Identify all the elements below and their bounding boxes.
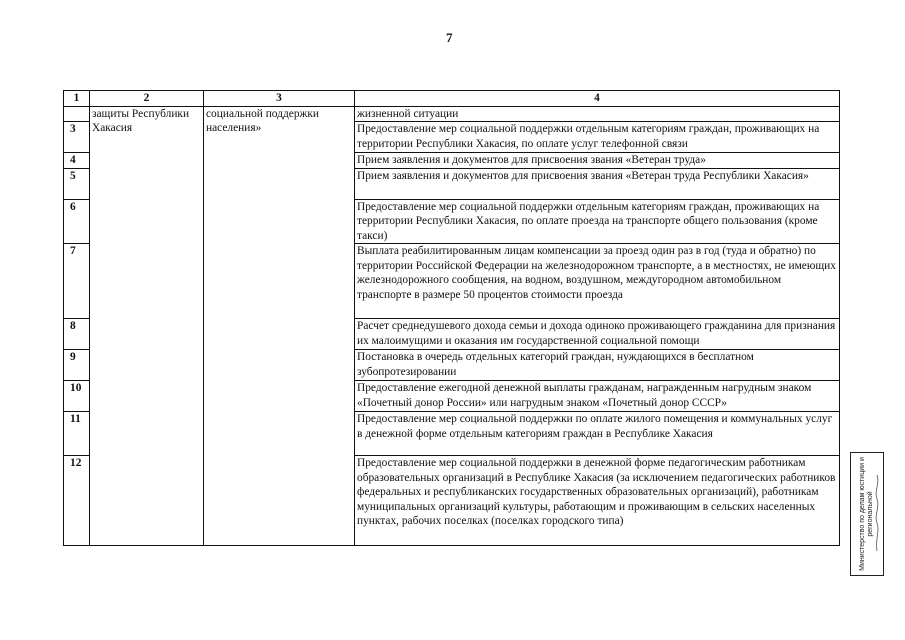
service-text: Расчет среднедушевого дохода семьи и дохода одиноко проживающего гражданина для признания их малоимущими и оказания им государственной социальной помощи	[355, 319, 840, 350]
header-col-2: 2	[90, 91, 204, 107]
row-number: 5	[64, 168, 90, 199]
authority-cell: защиты Республики Хакасия	[90, 106, 204, 546]
row-number: 4	[64, 153, 90, 169]
row-number: 12	[64, 456, 90, 546]
row-number: 3	[64, 122, 90, 153]
page-number: 7	[446, 30, 453, 45]
program-cell: социальной поддержки населения»	[204, 106, 355, 546]
header-col-1: 1	[64, 91, 90, 107]
stamp-text: Министерство по делам юстиции и региональной	[859, 457, 874, 571]
row-number: 7	[64, 244, 90, 319]
row-number: 11	[64, 412, 90, 456]
row-number: 6	[64, 199, 90, 244]
row-number-cell	[64, 106, 90, 122]
row-number: 9	[64, 350, 90, 381]
service-text: Предоставление мер социальной поддержки отдельным категориям граждан, проживающих на территории Республики Хакасия, по оплате услуг телефонной связи	[355, 122, 840, 153]
service-cell: жизненной ситуации	[355, 106, 840, 122]
table-row	[64, 106, 840, 122]
service-text: Выплата реабилитированным лицам компенсации за проезд один раз в год (туда и обратно) по территории Российской Федерации на железнодорожном транспорте, а в местностях, не имеющих железнодорожного сообщения, на водном, воздушном, междугородном автомобильном транспорте в размере 50 процентов стоимости проезда	[355, 244, 840, 319]
service-text: Предоставление мер социальной поддержки в денежной форме педагогическим работникам образовательных организаций в Республике Хакасия (за исключением педагогических работников федеральных и республиканских государственных образовательных организаций), работникам муниципальных организаций культуры, работающим и проживающим в сельских населенных пунктах, рабочих поселках (поселках городского типа)	[355, 456, 840, 546]
service-text: Постановка в очередь отдельных категорий граждан, нуждающихся в бесплатном зубопротезировании	[355, 350, 840, 381]
service-text: Предоставление ежегодной денежной выплаты гражданам, награжденным нагрудным знаком «Почетный донор России» или нагрудным знаком «Почетный донор СССР»	[355, 381, 840, 412]
header-row	[64, 91, 840, 107]
services-table	[63, 90, 840, 546]
registration-stamp	[850, 452, 884, 576]
row-number: 8	[64, 319, 90, 350]
service-text: Предоставление мер социальной поддержки отдельным категориям граждан, проживающих на территории Республики Хакасия, по оплате проезда на транспорте общего пользования (кроме такси)	[355, 199, 840, 244]
signature-scribble	[873, 473, 881, 553]
service-text: Прием заявления и документов для присвоения звания «Ветеран труда»	[355, 153, 840, 169]
header-col-4: 4	[355, 91, 840, 107]
header-col-3: 3	[204, 91, 355, 107]
row-number: 10	[64, 381, 90, 412]
service-text: Предоставление мер социальной поддержки по оплате жилого помещения и коммунальных услуг в денежной форме отдельным категориям граждан в Республике Хакасия	[355, 412, 840, 456]
service-text: Прием заявления и документов для присвоения звания «Ветеран труда Республики Хакасия»	[355, 168, 840, 199]
